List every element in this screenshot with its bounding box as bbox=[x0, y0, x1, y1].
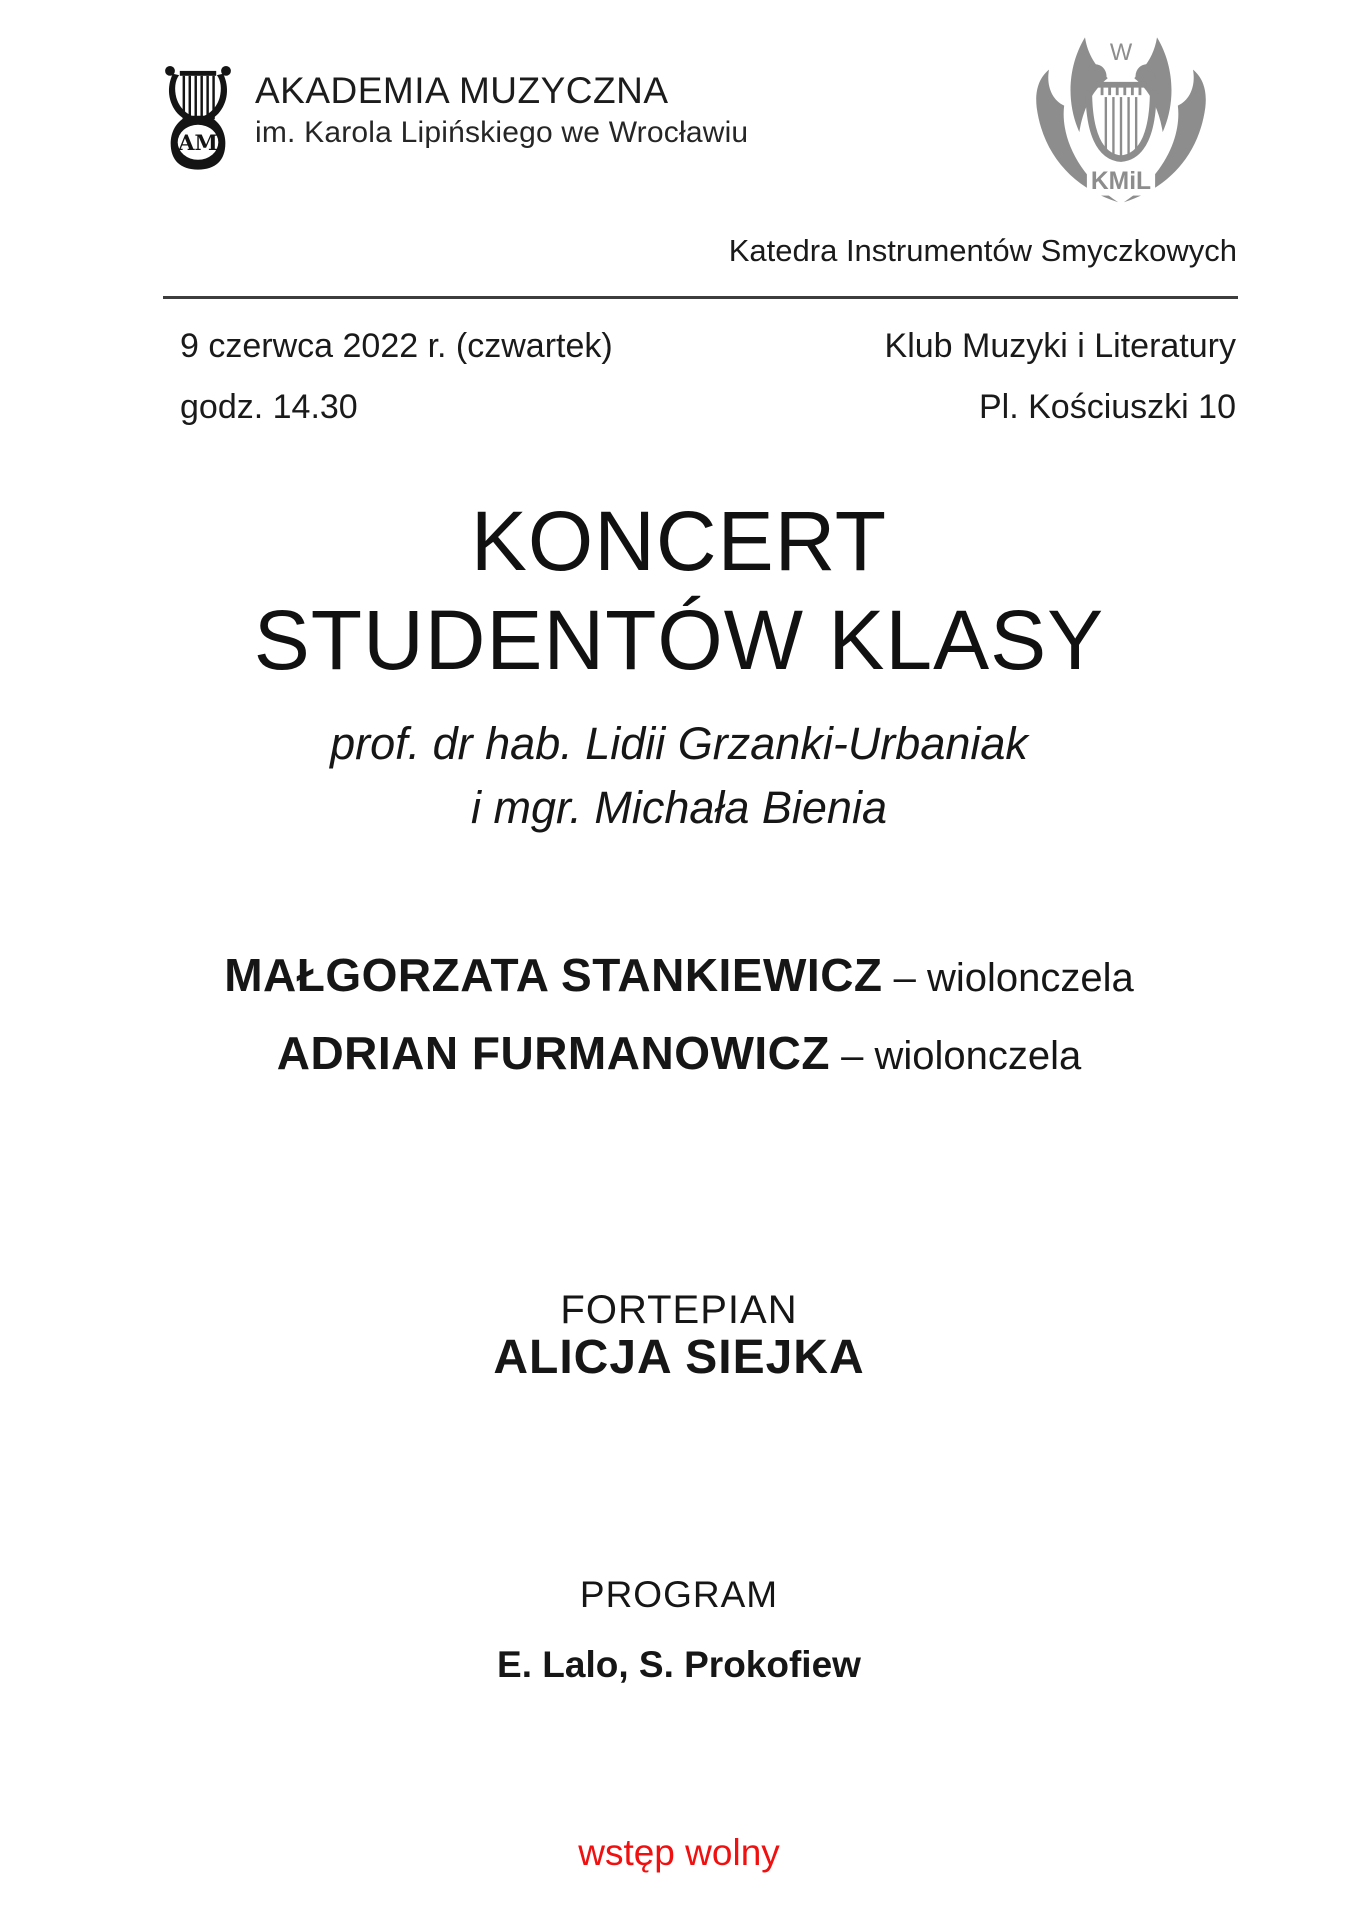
concert-title bbox=[0, 492, 1358, 690]
header-divider bbox=[163, 296, 1238, 299]
class-professors bbox=[0, 712, 1358, 840]
event-info bbox=[180, 316, 1236, 438]
event-address: Pl. Kościuszki 10 bbox=[979, 388, 1236, 426]
academy-monogram: AM bbox=[178, 130, 218, 155]
event-venue: Klub Muzyki i Literatury bbox=[884, 327, 1236, 365]
professor-line1: prof. dr hab. Lidii Grzanki-Urbaniak bbox=[330, 718, 1028, 769]
event-time: godz. 14.30 bbox=[180, 388, 358, 426]
event-info-row bbox=[180, 377, 1236, 438]
kmil-label: KMiL bbox=[1090, 167, 1152, 195]
lyre-icon bbox=[163, 58, 233, 172]
performer-line bbox=[0, 1026, 1358, 1080]
pianist-name: ALICJA SIEJKA bbox=[493, 1331, 865, 1384]
performer-line bbox=[0, 948, 1358, 1002]
performer-name: ADRIAN FURMANOWICZ bbox=[276, 1027, 830, 1079]
admission-note: wstęp wolny bbox=[578, 1832, 780, 1873]
kmil-flame-lyre-icon bbox=[1026, 26, 1216, 206]
department-name: Katedra Instrumentów Smyczkowych bbox=[728, 233, 1237, 268]
concert-title-line1: KONCERT bbox=[470, 494, 888, 588]
performer-instrument: – wiolonczela bbox=[882, 956, 1134, 1000]
professor-line2: i mgr. Michała Bienia bbox=[471, 782, 887, 833]
program-composers: E. Lalo, S. Prokofiew bbox=[497, 1644, 861, 1685]
event-info-row bbox=[180, 316, 1236, 377]
performer-instrument: – wiolonczela bbox=[830, 1034, 1082, 1078]
academy-name: AKADEMIA MUZYCZNA bbox=[255, 70, 669, 111]
kmil-logo bbox=[1026, 26, 1216, 211]
kmil-top-letter: W bbox=[1109, 40, 1133, 67]
performer-name: MAŁGORZATA STANKIEWICZ bbox=[224, 949, 883, 1001]
pianist-role: FORTEPIAN bbox=[560, 1288, 798, 1332]
event-date: 9 czerwca 2022 r. (czwartek) bbox=[180, 327, 613, 365]
academy-subtitle: im. Karola Lipińskiego we Wrocławiu bbox=[255, 116, 749, 149]
academy-wordmark bbox=[255, 70, 748, 150]
academy-lyre-logo bbox=[163, 58, 233, 177]
concert-title-line2: STUDENTÓW KLASY bbox=[253, 593, 1105, 687]
program-heading: PROGRAM bbox=[579, 1574, 779, 1615]
